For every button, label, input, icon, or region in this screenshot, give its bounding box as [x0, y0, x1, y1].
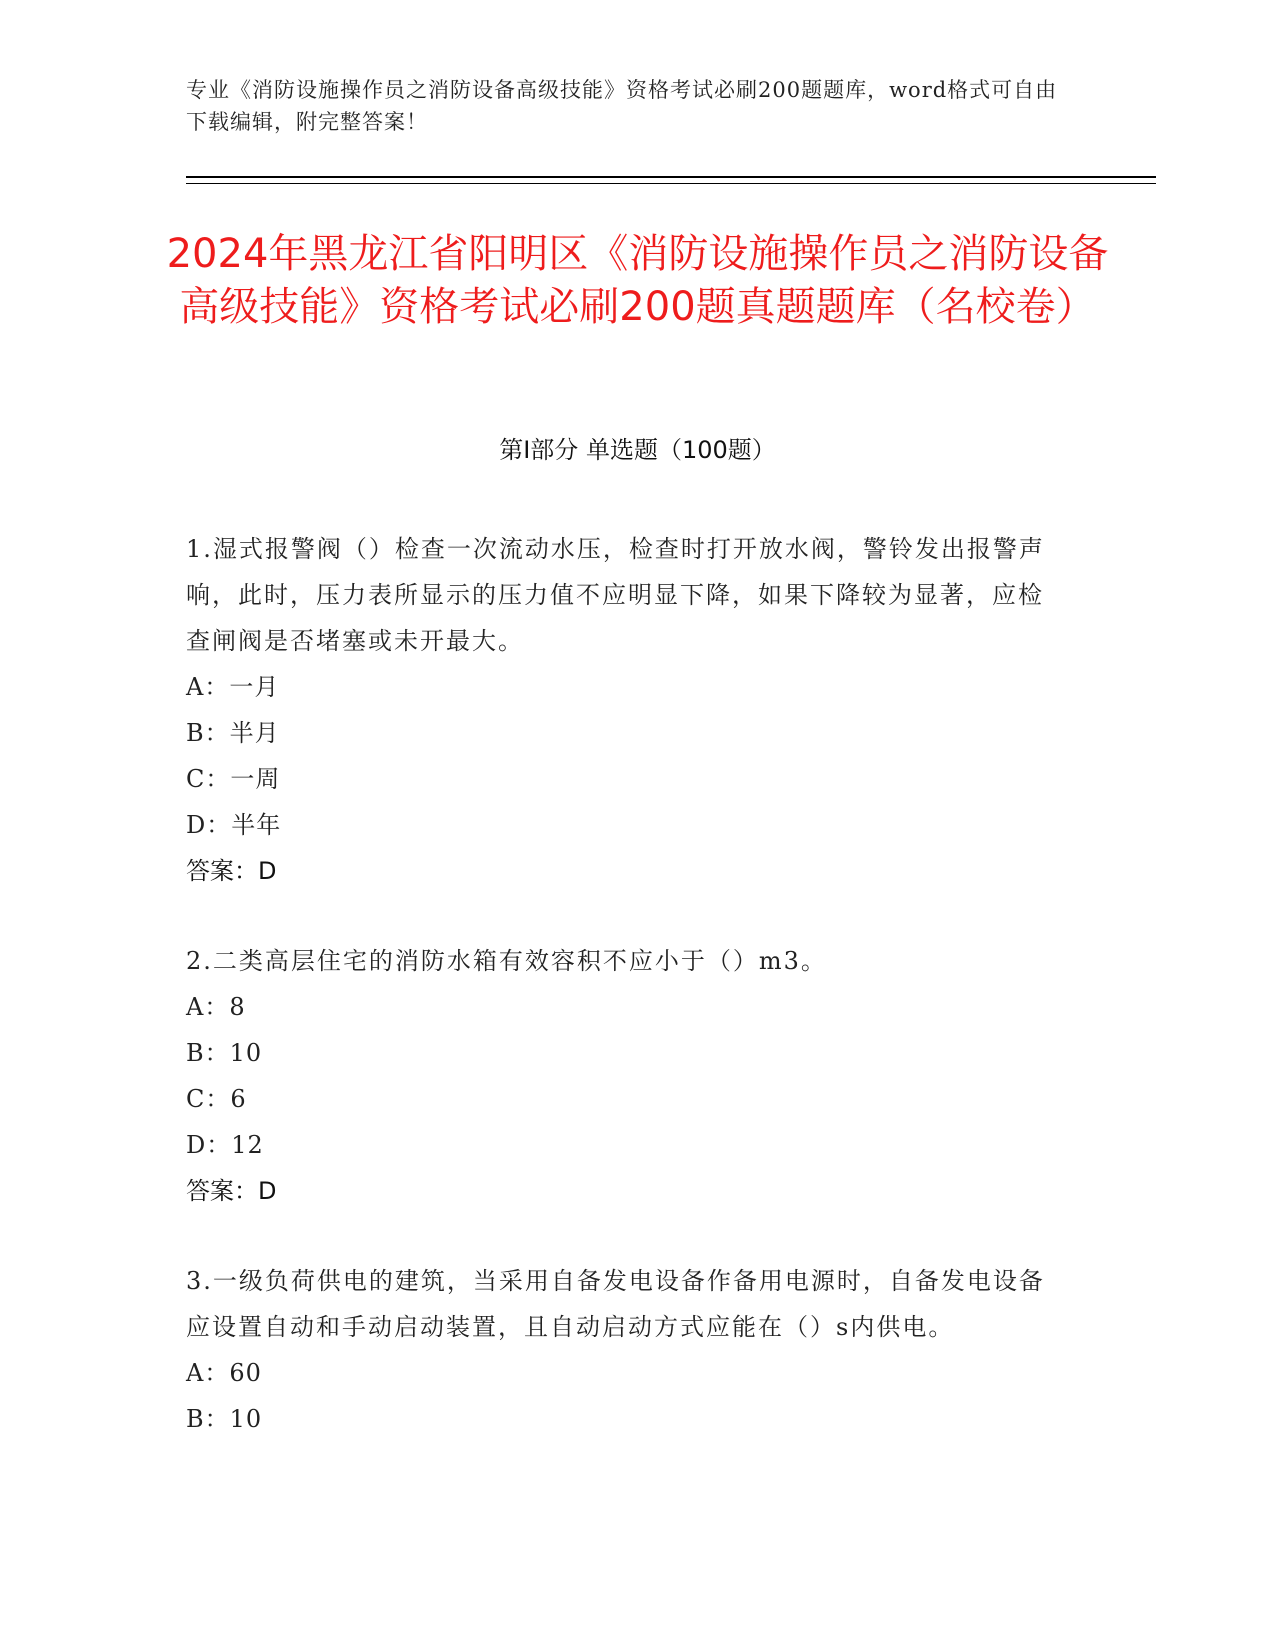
answer: 答案：D [186, 857, 277, 885]
question-list [186, 526, 1066, 1486]
section-heading: 第Ⅰ部分 单选题（100题） [499, 436, 776, 464]
option-c: C：6 [186, 1085, 247, 1113]
option-c: C：一周 [186, 765, 281, 793]
header-note: 专业《消防设施操作员之消防设备高级技能》资格考试必刷200题题库，word格式可自由下载编辑，附完整答案！ [186, 78, 1058, 134]
question-1 [186, 526, 1066, 894]
option-b: B：10 [186, 1405, 263, 1433]
option-b: B：10 [186, 1039, 263, 1067]
document-title: 2024年黑龙江省阳明区《消防设施操作员之消防设备高级技能》资格考试必刷200题真题题库（名校卷） [166, 231, 1109, 330]
option-b: B：半月 [186, 719, 280, 747]
question-stem: 2.二类高层住宅的消防水箱有效容积不应小于（）m3。 [186, 947, 827, 975]
question-2 [186, 938, 1066, 1214]
option-a: A：一月 [186, 673, 280, 701]
option-d: D：半年 [186, 811, 282, 839]
option-a: A：8 [186, 993, 246, 1021]
option-d: D：12 [186, 1131, 264, 1159]
question-3 [186, 1258, 1066, 1442]
header-rule-thick [186, 176, 1156, 178]
answer: 答案：D [186, 1177, 277, 1205]
question-stem: 3.一级负荷供电的建筑，当采用自备发电设备作备用电源时，自备发电设备应设置自动和手动启动装置，且自动启动方式应能在（）s内供电。 [186, 1267, 1045, 1341]
option-a: A：60 [186, 1359, 262, 1387]
question-stem: 1.湿式报警阀（）检查一次流动水压，检查时打开放水阀，警铃发出报警声响，此时，压力表所显示的压力值不应明显下降，如果下降较为显著，应检查闸阀是否堵塞或未开最大。 [186, 535, 1045, 655]
header-rule-thin [186, 183, 1156, 184]
